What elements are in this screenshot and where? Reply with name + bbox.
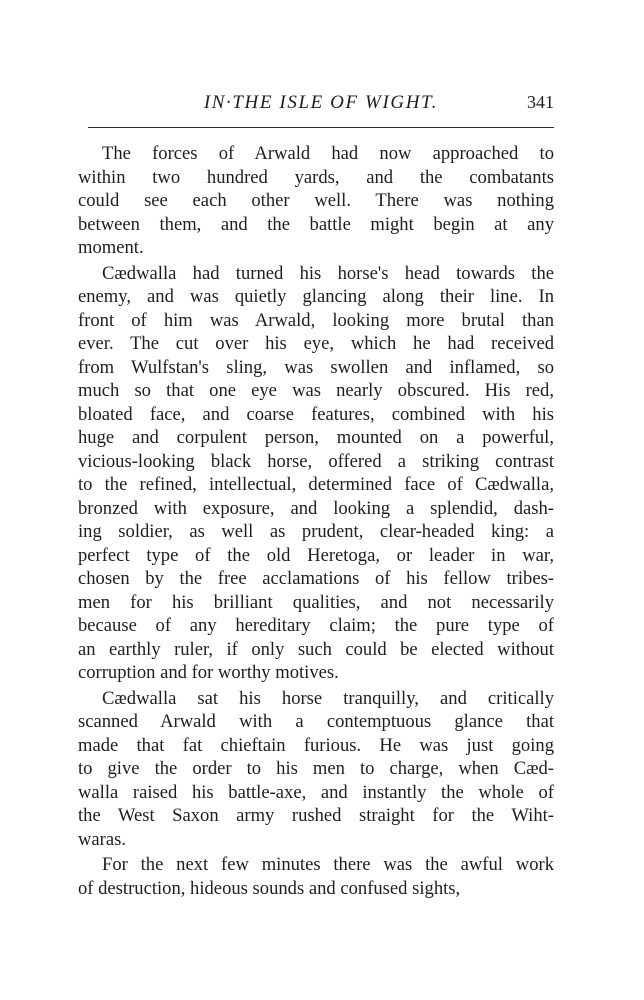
text-line: could see each other well. There was nothing bbox=[78, 190, 554, 211]
paragraph bbox=[78, 142, 554, 260]
text-line: walla raised his battle-axe, and instantly the whole of bbox=[78, 781, 554, 803]
text-line: an earthly ruler, if only such could be elected without bbox=[78, 638, 554, 660]
text-line: front of him was Arwald, looking more brutal than bbox=[78, 309, 554, 331]
running-head bbox=[88, 92, 554, 122]
text-line: Cædwalla had turned his horse's head towards the bbox=[102, 262, 554, 284]
text-line: ever. The cut over his eye, which he had received bbox=[78, 333, 554, 354]
text-line: made that fat chieftain furious. He was just going bbox=[78, 734, 554, 756]
text-line: to the refined, intellectual, determined face of Cædwalla, bbox=[78, 474, 554, 495]
text-line: ing soldier, as well as prudent, clear-headed king: a bbox=[78, 521, 554, 542]
text-line: waras. bbox=[78, 828, 127, 850]
text-line: huge and corpulent person, mounted on a powerful, bbox=[78, 427, 554, 448]
text-line: bloated face, and coarse features, combined with his bbox=[78, 403, 554, 425]
text-line: The forces of Arwald had now approached to bbox=[102, 143, 554, 164]
text-line: enemy, and was quietly glancing along their line. In bbox=[78, 286, 554, 307]
text-line: perfect type of the old Heretoga, or leader in war, bbox=[78, 544, 554, 566]
text-line: of destruction, hideous sounds and confused sights, bbox=[78, 877, 461, 899]
text-line: Cædwalla sat his horse tranquilly, and critically bbox=[102, 687, 554, 709]
text-line: corruption and for worthy motives. bbox=[78, 662, 339, 683]
text-line: because of any hereditary claim; the pure type of bbox=[78, 615, 554, 636]
running-title: IN·THE ISLE OF WIGHT. bbox=[203, 92, 439, 113]
body-text bbox=[78, 142, 554, 900]
text-line: scanned Arwald with a contemptuous glance that bbox=[78, 711, 554, 732]
page-number: 341 bbox=[527, 92, 554, 112]
text-line: to give the order to his men to charge, when Cæd- bbox=[78, 758, 554, 779]
header-rule bbox=[88, 127, 554, 128]
text-line: between them, and the battle might begin at any bbox=[78, 213, 554, 235]
text-line: bronzed with exposure, and looking a splendid, dash- bbox=[78, 497, 554, 519]
text-line: the West Saxon army rushed straight for the Wiht- bbox=[78, 805, 554, 826]
text-line: much so that one eye was nearly obscured. His red, bbox=[78, 380, 554, 401]
paragraph bbox=[78, 687, 554, 852]
text-line: vicious-looking black horse, offered a striking contrast bbox=[78, 450, 554, 472]
text-line: from Wulfstan's sling, was swollen and inflamed, so bbox=[78, 356, 554, 378]
text-line: For the next few minutes there was the awful work bbox=[102, 854, 554, 875]
text-line: men for his brilliant qualities, and not necessarily bbox=[78, 591, 554, 613]
paragraph bbox=[78, 853, 554, 900]
text-line: chosen by the free acclamations of his fellow tribes- bbox=[78, 568, 554, 589]
paragraph bbox=[78, 262, 554, 685]
text-line: moment. bbox=[78, 237, 144, 258]
text-line: within two hundred yards, and the combatants bbox=[78, 166, 554, 188]
